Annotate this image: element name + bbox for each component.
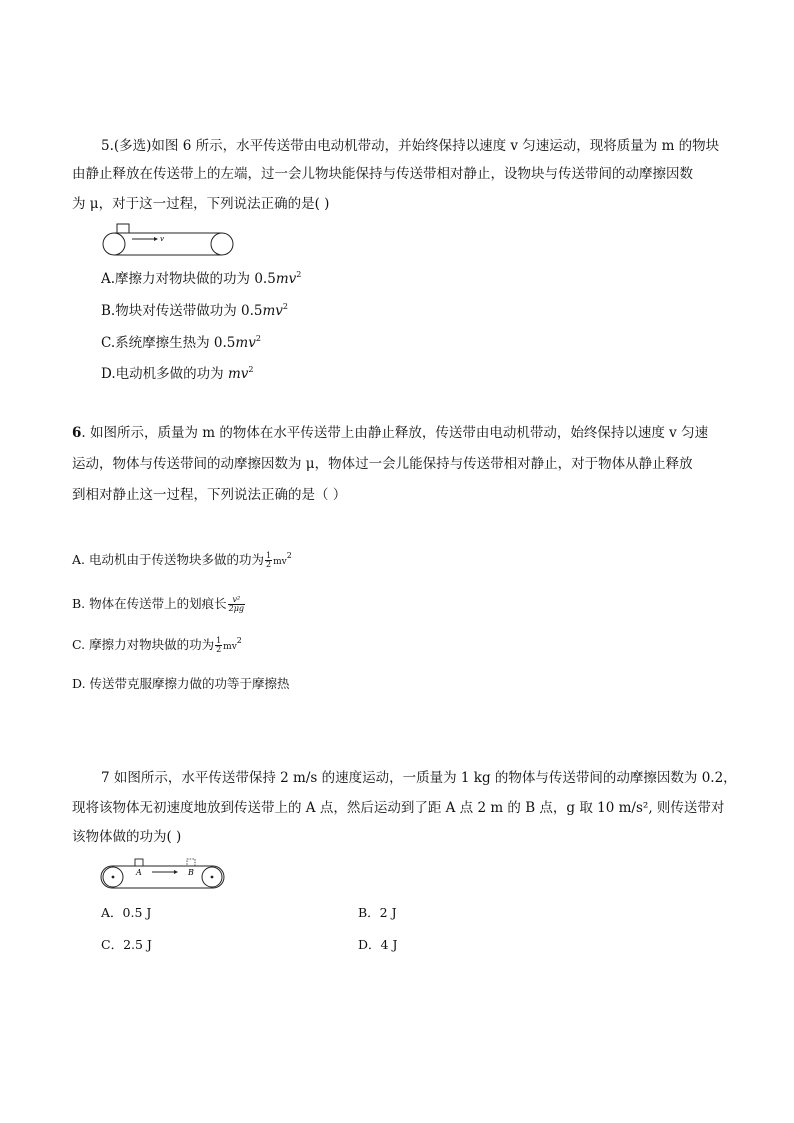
q7-stem-line-3: 该物体做的功为( ) bbox=[72, 829, 182, 845]
q7-conveyor-figure bbox=[100, 856, 226, 890]
q5-stem-line-1: 5.(多选)如图 6 所示，水平传送带由电动机带动，并始终保持以速度 v 匀速运动，现将质量为 m 的物块 bbox=[101, 138, 720, 154]
q6-option-b: B. 物体在传送带上的划痕长 $\frac{\text{v²}}{2\mu g}$ bbox=[72, 595, 245, 613]
q5-figure-velocity-label: v bbox=[160, 235, 164, 243]
q5-option-a: A.摩擦力对物块做的功为 $0.5mv^2$ bbox=[101, 270, 302, 287]
q6-stem-line-2: 运动，物体与传送带间的动摩擦因数为 μ，物体过一会儿能保持与传送带相对静止，对于物体从静止释放 bbox=[72, 456, 693, 472]
q6-option-d: D. 传送带克服摩擦力做的功等于摩擦热 bbox=[72, 676, 290, 691]
q5-option-b: B.物块对传送带做功为 $0.5mv^2$ bbox=[101, 302, 289, 319]
q7-figure-point-b: B bbox=[188, 868, 194, 877]
q6-option-c: C. 摩擦力对物块做的功为 $\frac{1}{2}$ $mv^2$ bbox=[72, 636, 242, 654]
q6-option-a: A. 电动机由于传送物块多做的功为 $\frac{1}{2}$ $mv^2$ bbox=[72, 551, 292, 569]
q7-option-d: D．4 J bbox=[358, 937, 398, 952]
q5-conveyor-figure bbox=[102, 222, 237, 262]
q5-option-c: C.系统摩擦生热为 $0.5mv^2$ bbox=[101, 334, 261, 351]
q7-option-c: C．2.5 J bbox=[101, 937, 152, 952]
q5-stem-line-2: 由静止释放在传送带上的左端，过一会儿物块能保持与传送带相对静止，设物块与传送带间的动摩擦因数 bbox=[72, 166, 693, 182]
q5-stem-line-3: 为 μ，对于这一过程，下列说法正确的是( ) bbox=[72, 196, 330, 212]
q6-stem-line-1: 6. 如图所示，质量为 m 的物体在水平传送带上由静止释放，传送带由电动机带动，始终保持以速度 v 匀速 bbox=[72, 425, 709, 441]
q5-option-d: D.电动机多做的功为 $mv^2$ bbox=[101, 365, 254, 382]
q7-option-a: A．0.5 J bbox=[101, 905, 152, 920]
q7-stem-line-1: 7 如图所示，水平传送带保持 2 m/s 的速度运动，一质量为 1 kg 的物体与传送带间的动摩擦因数为 0.2， bbox=[101, 770, 737, 786]
q7-figure-point-a: A bbox=[136, 868, 142, 877]
q7-option-b: B．2 J bbox=[358, 905, 397, 920]
q7-stem-line-2: 现将该物体无初速度地放到传送带上的 A 点，然后运动到了距 A 点 2 m 的 B 点，g 取 10 m/s², 则传送带对 bbox=[72, 800, 725, 816]
q6-stem-line-3: 到相对静止这一过程，下列说法正确的是（ ） bbox=[72, 487, 347, 503]
